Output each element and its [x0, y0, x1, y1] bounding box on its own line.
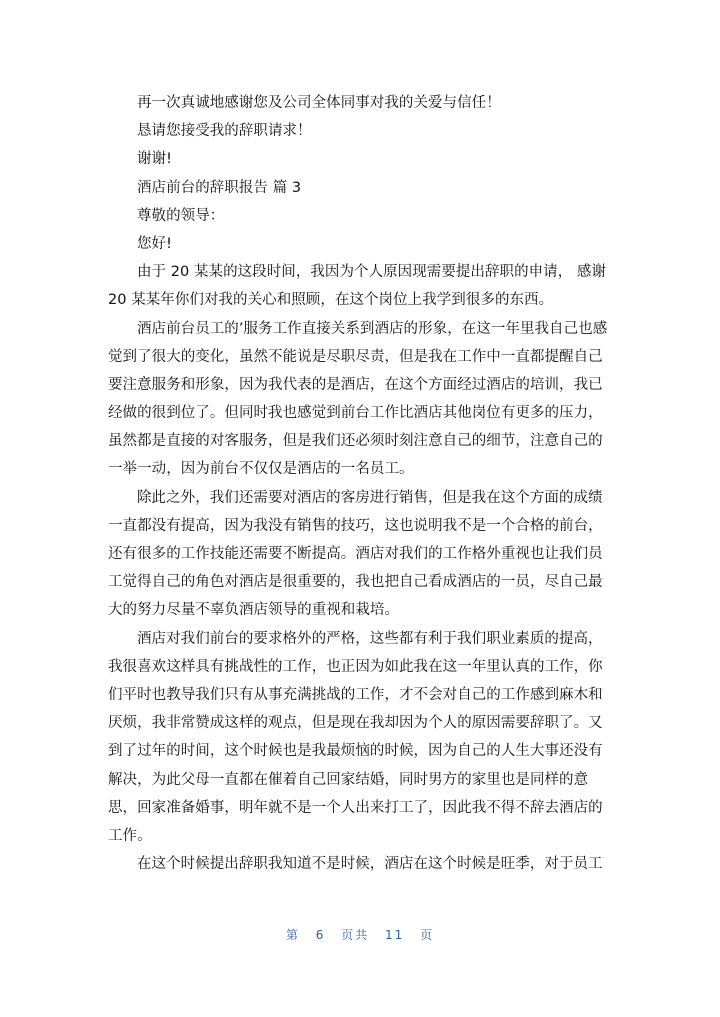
paragraph-line: 酒店前台员工的’服务工作直接关系到酒店的形象，在这一年里我自己也感: [137, 320, 608, 337]
paragraph-line: 解决，为此父母一直都在催着自己回家结婚，同时男方的家里也是同样的意: [108, 771, 589, 788]
page-footer: [0, 926, 720, 943]
paragraph-line: 还有很多的工作技能还需要不断提高。酒店对我们的工作格外重视也让我们员: [108, 546, 603, 562]
footer-current-page: 6: [315, 928, 326, 942]
paragraph-line: 们平时也教导我们只有从事充满挑战的工作，才不会对自己的工作感到麻木和: [108, 686, 603, 703]
paragraph-line: 再一次真诚地感谢您及公司全体同事对我的关爱与信任！: [137, 95, 501, 111]
paragraph-line: 思，回家准备婚事，明年就不是一个人出来打工了，因此我不得不辞去酒店的: [108, 799, 603, 816]
paragraph-line: 谢谢!: [137, 151, 172, 168]
paragraph-line: 工觉得自己的角色对酒店是很重要的，我也把自己看成酒店的一员，尽自己最: [108, 574, 603, 591]
paragraph-line: 由于 20 某某的这段时间，我因为个人原因现需要提出辞职的申请， 感谢: [137, 264, 607, 281]
paragraph-line: 除此之外，我们还需要对酒店的客房进行销售，但是我在这个方面的成绩: [137, 489, 603, 506]
paragraph-line: 经做的很到位了。但同时我也感觉到前台工作比酒店其他岗位有更多的压力，: [108, 405, 603, 422]
paragraph-line: 在这个时候提出辞职我知道不是时候，酒店在这个时候是旺季，对于员工: [137, 856, 603, 873]
salutation: 尊敬的领导：: [137, 207, 225, 224]
paragraph-line: 一直都没有提高，因为我没有销售的技巧，这也说明我不是一个合格的前台，: [108, 517, 603, 534]
paragraph-line: 20 某某年你们对我的关心和照顾，在这个岗位上我学到很多的东西。: [108, 292, 554, 309]
paragraph-line: 要注意服务和形象，因为我代表的是酒店，在这个方面经过酒店的培训，我已: [108, 376, 603, 393]
paragraph-line: 我很喜欢这样具有挑战性的工作，也正因为如此我在这一年里认真的工作，你: [108, 658, 603, 675]
paragraph-line: 厌烦，我非常赞成这样的观点，但是现在我却因为个人的原因需要辞职了。又: [108, 715, 603, 732]
greeting: 您好!: [137, 235, 172, 252]
footer-prefix: 第: [285, 928, 300, 942]
paragraph-line: 大的努力尽量不辜负酒店领导的重视和栽培。: [108, 602, 399, 619]
paragraph-line: 到了过年的时间，这个时候也是我最烦恼的时候，因为自己的人生大事还没有: [108, 743, 603, 760]
paragraph-line: 觉到了很大的变化，虽然不能说是尽职尽责，但是我在工作中一直都提醒自己: [108, 348, 603, 365]
paragraph-line: 工作。: [108, 827, 152, 844]
paragraph-line: 恳请您接受我的辞职请求！: [137, 123, 312, 140]
paragraph-line: 酒店对我们前台的要求格外的严格，这些都有利于我们职业素质的提高，: [137, 630, 603, 647]
section-title: 酒店前台的辞职报告 篇 3: [137, 179, 302, 196]
footer-suffix: 页: [420, 928, 435, 942]
footer-total-pages: 11: [385, 928, 405, 942]
footer-middle: 页共: [341, 928, 370, 942]
document-body: [108, 89, 606, 878]
paragraph-line: 虽然都是直接的对客服务，但是我们还必须时刻注意自己的细节，注意自己的: [108, 433, 603, 450]
paragraph-line: 一举一动，因为前台不仅仅是酒店的一名员工。: [108, 461, 414, 478]
